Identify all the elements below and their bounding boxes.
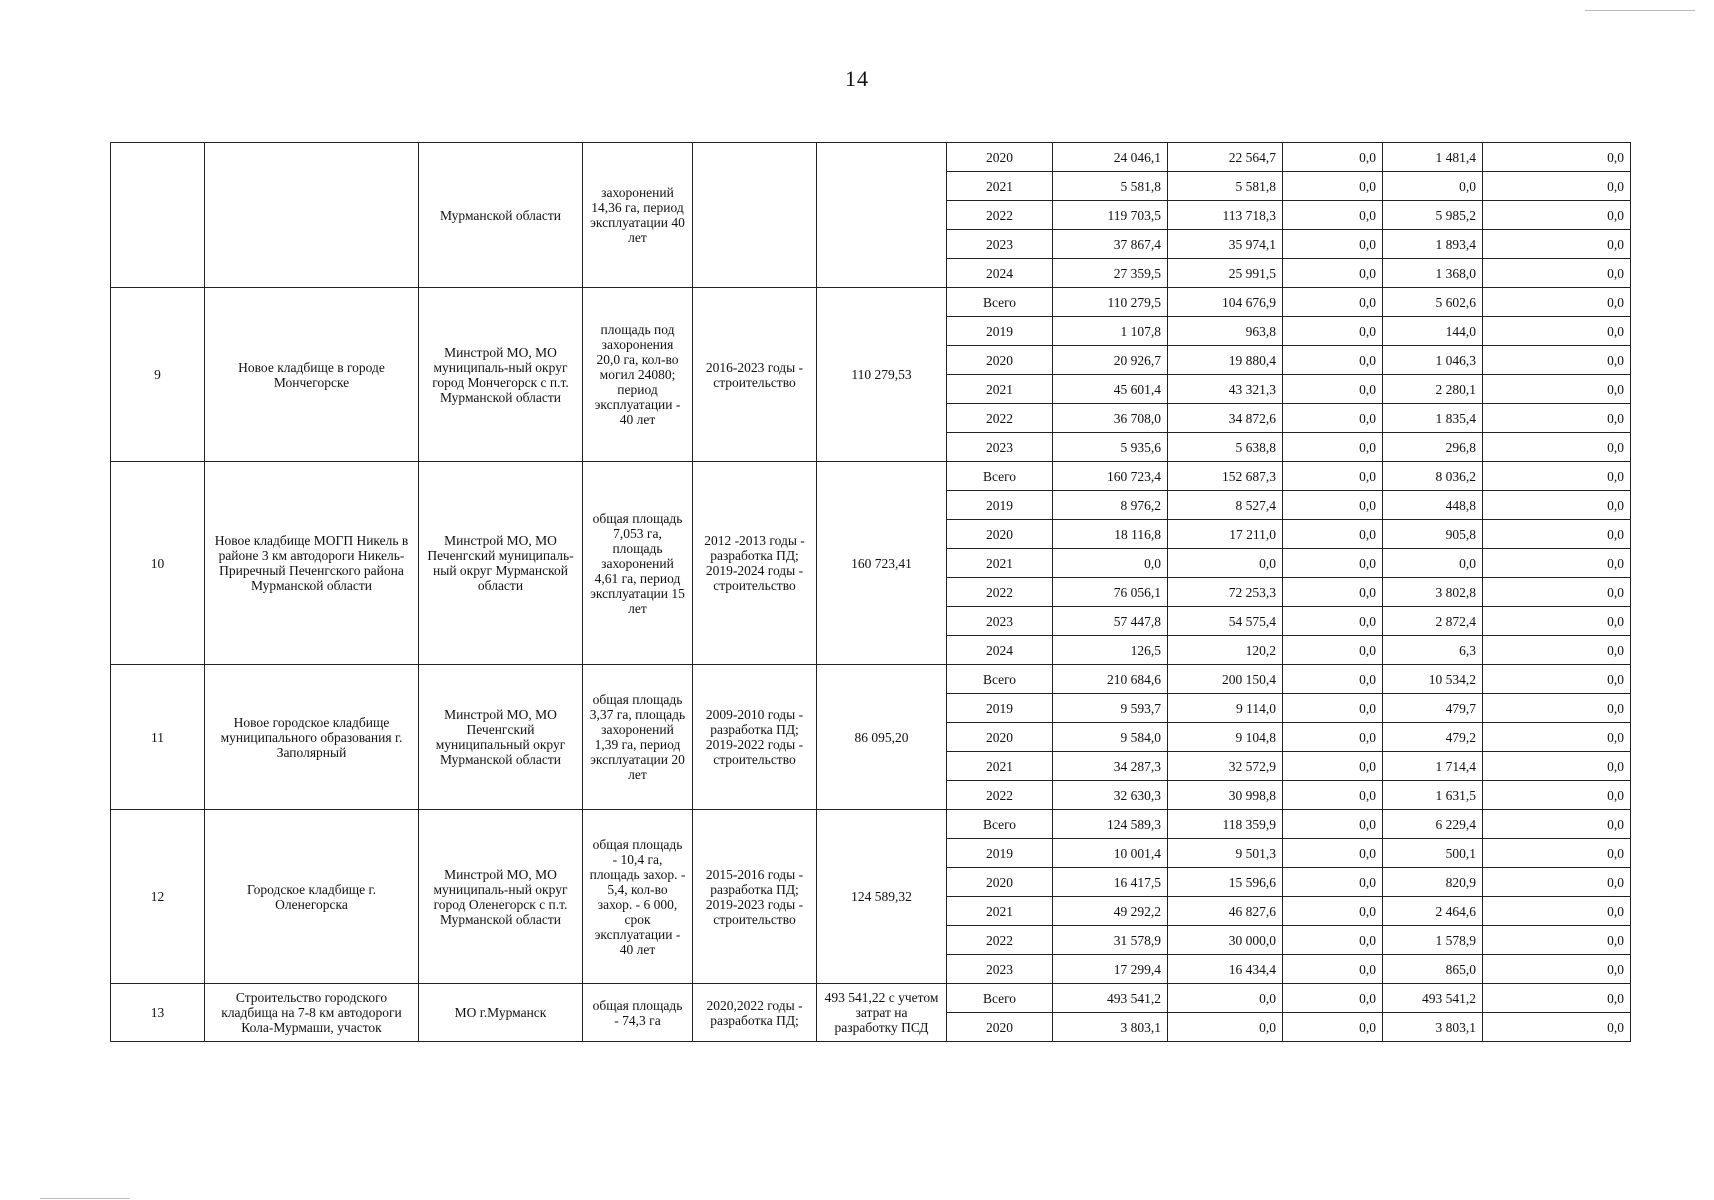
amount-total-cell: 31 578,9 — [1053, 926, 1168, 955]
amount-reg-cell: 0,0 — [1283, 810, 1383, 839]
amount-reg-cell: 0,0 — [1283, 926, 1383, 955]
capacity-cell: общая площадь - 74,3 га — [583, 984, 693, 1042]
amount-fed-cell: 34 872,6 — [1168, 404, 1283, 433]
amount-reg-cell: 0,0 — [1283, 288, 1383, 317]
year-cell: 2020 — [947, 346, 1053, 375]
year-cell: 2024 — [947, 259, 1053, 288]
amount-mun-cell: 820,9 — [1383, 868, 1483, 897]
amount-reg-cell: 0,0 — [1283, 259, 1383, 288]
amount-reg-cell: 0,0 — [1283, 375, 1383, 404]
amount-mun-cell: 1 368,0 — [1383, 259, 1483, 288]
amount-fed-cell: 104 676,9 — [1168, 288, 1283, 317]
amount-mun-cell: 8 036,2 — [1383, 462, 1483, 491]
amount-total-cell: 110 279,5 — [1053, 288, 1168, 317]
year-cell: 2020 — [947, 520, 1053, 549]
amount-fed-cell: 9 114,0 — [1168, 694, 1283, 723]
customer-cell: Минстрой МО, МО муниципаль-ный округ город Мончегорск с п.т. Мурманской области — [419, 288, 583, 462]
amount-other-cell: 0,0 — [1483, 404, 1631, 433]
amount-fed-cell: 72 253,3 — [1168, 578, 1283, 607]
year-cell: 2021 — [947, 375, 1053, 404]
amount-other-cell: 0,0 — [1483, 868, 1631, 897]
amount-reg-cell: 0,0 — [1283, 201, 1383, 230]
amount-fed-cell: 46 827,6 — [1168, 897, 1283, 926]
cost-cell: 110 279,53 — [817, 288, 947, 462]
amount-total-cell: 9 593,7 — [1053, 694, 1168, 723]
amount-other-cell: 0,0 — [1483, 781, 1631, 810]
amount-fed-cell: 8 527,4 — [1168, 491, 1283, 520]
row-number-cell — [111, 143, 205, 288]
amount-total-cell: 18 116,8 — [1053, 520, 1168, 549]
amount-mun-cell: 10 534,2 — [1383, 665, 1483, 694]
amount-mun-cell: 6 229,4 — [1383, 810, 1483, 839]
row-number-cell: 13 — [111, 984, 205, 1042]
capacity-cell: общая площадь 3,37 га, площадь захоронений 1,39 га, период эксплуатации 20 лет — [583, 665, 693, 810]
amount-mun-cell: 6,3 — [1383, 636, 1483, 665]
amount-mun-cell: 1 046,3 — [1383, 346, 1483, 375]
amount-total-cell: 119 703,5 — [1053, 201, 1168, 230]
amount-total-cell: 37 867,4 — [1053, 230, 1168, 259]
table-row — [111, 288, 1631, 317]
amount-fed-cell: 152 687,3 — [1168, 462, 1283, 491]
amount-reg-cell: 0,0 — [1283, 665, 1383, 694]
object-name-cell: Строительство городского кладбища на 7-8 км автодороги Кола-Мурмаши, участок — [205, 984, 419, 1042]
customer-cell: МО г.Мурманск — [419, 984, 583, 1042]
amount-fed-cell: 0,0 — [1168, 549, 1283, 578]
amount-total-cell: 9 584,0 — [1053, 723, 1168, 752]
amount-fed-cell: 30 000,0 — [1168, 926, 1283, 955]
year-cell: 2020 — [947, 723, 1053, 752]
year-cell: 2022 — [947, 781, 1053, 810]
scan-mark-top-right — [1585, 10, 1695, 11]
customer-cell: Минстрой МО, МО Печенгский муниципальный округ Мурманской области — [419, 665, 583, 810]
year-cell: 2023 — [947, 433, 1053, 462]
amount-mun-cell: 3 803,1 — [1383, 1013, 1483, 1042]
capacity-cell: захоронений 14,36 га, период эксплуатации 40 лет — [583, 143, 693, 288]
amount-total-cell: 49 292,2 — [1053, 897, 1168, 926]
amount-other-cell: 0,0 — [1483, 491, 1631, 520]
period-cell: 2016-2023 годы - строительство — [693, 288, 817, 462]
amount-fed-cell: 200 150,4 — [1168, 665, 1283, 694]
amount-fed-cell: 0,0 — [1168, 1013, 1283, 1042]
amount-fed-cell: 32 572,9 — [1168, 752, 1283, 781]
amount-other-cell: 0,0 — [1483, 520, 1631, 549]
amount-mun-cell: 479,2 — [1383, 723, 1483, 752]
period-cell — [693, 143, 817, 288]
amount-other-cell: 0,0 — [1483, 984, 1631, 1013]
amount-mun-cell: 3 802,8 — [1383, 578, 1483, 607]
amount-reg-cell: 0,0 — [1283, 172, 1383, 201]
year-cell: 2021 — [947, 172, 1053, 201]
amount-other-cell: 0,0 — [1483, 230, 1631, 259]
amount-total-cell: 8 976,2 — [1053, 491, 1168, 520]
amount-fed-cell: 120,2 — [1168, 636, 1283, 665]
amount-mun-cell: 1 893,4 — [1383, 230, 1483, 259]
year-cell: 2019 — [947, 694, 1053, 723]
amount-mun-cell: 0,0 — [1383, 549, 1483, 578]
amount-fed-cell: 43 321,3 — [1168, 375, 1283, 404]
amount-reg-cell: 0,0 — [1283, 143, 1383, 172]
object-name-cell: Новое кладбище в городе Мончегорске — [205, 288, 419, 462]
amount-reg-cell: 0,0 — [1283, 462, 1383, 491]
amount-other-cell: 0,0 — [1483, 636, 1631, 665]
amount-total-cell: 5 935,6 — [1053, 433, 1168, 462]
amount-reg-cell: 0,0 — [1283, 607, 1383, 636]
amount-fed-cell: 963,8 — [1168, 317, 1283, 346]
amount-other-cell: 0,0 — [1483, 607, 1631, 636]
amount-fed-cell: 19 880,4 — [1168, 346, 1283, 375]
amount-mun-cell: 144,0 — [1383, 317, 1483, 346]
amount-other-cell: 0,0 — [1483, 143, 1631, 172]
amount-fed-cell: 5 638,8 — [1168, 433, 1283, 462]
amount-other-cell: 0,0 — [1483, 288, 1631, 317]
amount-other-cell: 0,0 — [1483, 346, 1631, 375]
table-row — [111, 810, 1631, 839]
year-cell: 2022 — [947, 201, 1053, 230]
amount-mun-cell: 2 280,1 — [1383, 375, 1483, 404]
amount-other-cell: 0,0 — [1483, 955, 1631, 984]
amount-reg-cell: 0,0 — [1283, 317, 1383, 346]
amount-total-cell: 24 046,1 — [1053, 143, 1168, 172]
amount-total-cell: 3 803,1 — [1053, 1013, 1168, 1042]
period-cell: 2012 -2013 годы - разработка ПД; 2019-2024 годы - строительство — [693, 462, 817, 665]
amount-mun-cell: 5 602,6 — [1383, 288, 1483, 317]
year-cell: 2019 — [947, 491, 1053, 520]
amount-total-cell: 57 447,8 — [1053, 607, 1168, 636]
row-number-cell: 11 — [111, 665, 205, 810]
amount-total-cell: 76 056,1 — [1053, 578, 1168, 607]
amount-mun-cell: 5 985,2 — [1383, 201, 1483, 230]
amount-mun-cell: 296,8 — [1383, 433, 1483, 462]
year-cell: 2023 — [947, 955, 1053, 984]
amount-reg-cell: 0,0 — [1283, 868, 1383, 897]
amount-fed-cell: 9 104,8 — [1168, 723, 1283, 752]
amount-reg-cell: 0,0 — [1283, 549, 1383, 578]
amount-fed-cell: 16 434,4 — [1168, 955, 1283, 984]
customer-cell: Минстрой МО, МО муниципаль-ный округ город Оленегорск с п.т. Мурманской области — [419, 810, 583, 984]
amount-mun-cell: 1 631,5 — [1383, 781, 1483, 810]
row-number-cell: 9 — [111, 288, 205, 462]
year-cell: 2022 — [947, 926, 1053, 955]
row-number-cell: 12 — [111, 810, 205, 984]
amount-other-cell: 0,0 — [1483, 578, 1631, 607]
cost-cell: 160 723,41 — [817, 462, 947, 665]
year-cell: 2020 — [947, 868, 1053, 897]
period-cell: 2015-2016 годы - разработка ПД; 2019-2023 годы - строительство — [693, 810, 817, 984]
amount-total-cell: 36 708,0 — [1053, 404, 1168, 433]
amount-fed-cell: 35 974,1 — [1168, 230, 1283, 259]
table-row — [111, 665, 1631, 694]
cost-cell: 124 589,32 — [817, 810, 947, 984]
year-cell: 2019 — [947, 839, 1053, 868]
amount-fed-cell: 5 581,8 — [1168, 172, 1283, 201]
amount-reg-cell: 0,0 — [1283, 897, 1383, 926]
amount-reg-cell: 0,0 — [1283, 636, 1383, 665]
period-cell: 2020,2022 годы - разработка ПД; — [693, 984, 817, 1042]
amount-total-cell: 17 299,4 — [1053, 955, 1168, 984]
capacity-cell: площадь под захоронения 20,0 га, кол-во могил 24080; период эксплуатации - 40 лет — [583, 288, 693, 462]
row-number-cell: 10 — [111, 462, 205, 665]
amount-reg-cell: 0,0 — [1283, 839, 1383, 868]
amount-reg-cell: 0,0 — [1283, 520, 1383, 549]
amount-fed-cell: 54 575,4 — [1168, 607, 1283, 636]
customer-cell: Минстрой МО, МО Печенгский муниципаль-ный округ Мурманской области — [419, 462, 583, 665]
customer-cell: Мурманской области — [419, 143, 583, 288]
year-cell: Всего — [947, 810, 1053, 839]
amount-total-cell: 45 601,4 — [1053, 375, 1168, 404]
amount-reg-cell: 0,0 — [1283, 723, 1383, 752]
amount-total-cell: 34 287,3 — [1053, 752, 1168, 781]
cost-cell: 493 541,22 с учетом затрат на разработку ПСД — [817, 984, 947, 1042]
page-number: 14 — [845, 66, 869, 91]
amount-total-cell: 1 107,8 — [1053, 317, 1168, 346]
amount-mun-cell: 0,0 — [1383, 172, 1483, 201]
year-cell: Всего — [947, 462, 1053, 491]
amount-reg-cell: 0,0 — [1283, 694, 1383, 723]
data-table — [110, 142, 1631, 1042]
amount-fed-cell: 17 211,0 — [1168, 520, 1283, 549]
amount-mun-cell: 500,1 — [1383, 839, 1483, 868]
amount-reg-cell: 0,0 — [1283, 984, 1383, 1013]
period-cell: 2009-2010 годы - разработка ПД; 2019-2022 годы - строительство — [693, 665, 817, 810]
amount-reg-cell: 0,0 — [1283, 491, 1383, 520]
table-row — [111, 143, 1631, 172]
amount-reg-cell: 0,0 — [1283, 404, 1383, 433]
amount-other-cell: 0,0 — [1483, 201, 1631, 230]
year-cell: 2024 — [947, 636, 1053, 665]
year-cell: 2020 — [947, 1013, 1053, 1042]
amount-fed-cell: 9 501,3 — [1168, 839, 1283, 868]
object-name-cell: Новое кладбище МОГП Никель в районе 3 км автодороги Никель-Приречный Печенгского района Мурманской области — [205, 462, 419, 665]
amount-mun-cell: 865,0 — [1383, 955, 1483, 984]
object-name-cell: Городское кладбище г. Оленегорска — [205, 810, 419, 984]
capacity-cell: общая площадь 7,053 га, площадь захоронений 4,61 га, период эксплуатации 15 лет — [583, 462, 693, 665]
amount-other-cell: 0,0 — [1483, 723, 1631, 752]
amount-reg-cell: 0,0 — [1283, 781, 1383, 810]
amount-fed-cell: 30 998,8 — [1168, 781, 1283, 810]
year-cell: 2021 — [947, 897, 1053, 926]
year-cell: 2021 — [947, 752, 1053, 781]
amount-total-cell: 20 926,7 — [1053, 346, 1168, 375]
amount-other-cell: 0,0 — [1483, 694, 1631, 723]
amount-total-cell: 160 723,4 — [1053, 462, 1168, 491]
amount-total-cell: 27 359,5 — [1053, 259, 1168, 288]
amount-mun-cell: 1 578,9 — [1383, 926, 1483, 955]
amount-reg-cell: 0,0 — [1283, 752, 1383, 781]
amount-total-cell: 32 630,3 — [1053, 781, 1168, 810]
year-cell: 2023 — [947, 607, 1053, 636]
amount-mun-cell: 448,8 — [1383, 491, 1483, 520]
table-row — [111, 462, 1631, 491]
amount-total-cell: 5 581,8 — [1053, 172, 1168, 201]
amount-other-cell: 0,0 — [1483, 665, 1631, 694]
amount-reg-cell: 0,0 — [1283, 578, 1383, 607]
object-name-cell — [205, 143, 419, 288]
year-cell: Всего — [947, 984, 1053, 1013]
cost-cell: 86 095,20 — [817, 665, 947, 810]
amount-total-cell: 493 541,2 — [1053, 984, 1168, 1013]
year-cell: 2020 — [947, 143, 1053, 172]
year-cell: 2019 — [947, 317, 1053, 346]
cost-cell — [817, 143, 947, 288]
amount-fed-cell: 25 991,5 — [1168, 259, 1283, 288]
year-cell: 2022 — [947, 578, 1053, 607]
amount-fed-cell: 15 596,6 — [1168, 868, 1283, 897]
amount-fed-cell: 113 718,3 — [1168, 201, 1283, 230]
amount-mun-cell: 905,8 — [1383, 520, 1483, 549]
capacity-cell: общая площадь - 10,4 га, площадь захор. - 5,4, кол-во захор. - 6 000, срок эксплуатации - 40 лет — [583, 810, 693, 984]
amount-other-cell: 0,0 — [1483, 926, 1631, 955]
amount-total-cell: 0,0 — [1053, 549, 1168, 578]
amount-other-cell: 0,0 — [1483, 810, 1631, 839]
amount-total-cell: 126,5 — [1053, 636, 1168, 665]
year-cell: 2021 — [947, 549, 1053, 578]
amount-mun-cell: 1 714,4 — [1383, 752, 1483, 781]
amount-other-cell: 0,0 — [1483, 433, 1631, 462]
amount-mun-cell: 493 541,2 — [1383, 984, 1483, 1013]
amount-reg-cell: 0,0 — [1283, 955, 1383, 984]
amount-reg-cell: 0,0 — [1283, 230, 1383, 259]
amount-other-cell: 0,0 — [1483, 752, 1631, 781]
amount-fed-cell: 118 359,9 — [1168, 810, 1283, 839]
year-cell: 2023 — [947, 230, 1053, 259]
amount-other-cell: 0,0 — [1483, 259, 1631, 288]
amount-other-cell: 0,0 — [1483, 375, 1631, 404]
table-body — [111, 143, 1631, 1042]
amount-mun-cell: 1 481,4 — [1383, 143, 1483, 172]
amount-total-cell: 210 684,6 — [1053, 665, 1168, 694]
amount-other-cell: 0,0 — [1483, 462, 1631, 491]
amount-mun-cell: 1 835,4 — [1383, 404, 1483, 433]
amount-total-cell: 16 417,5 — [1053, 868, 1168, 897]
amount-other-cell: 0,0 — [1483, 897, 1631, 926]
amount-total-cell: 124 589,3 — [1053, 810, 1168, 839]
year-cell: Всего — [947, 288, 1053, 317]
amount-mun-cell: 2 872,4 — [1383, 607, 1483, 636]
amount-reg-cell: 0,0 — [1283, 346, 1383, 375]
year-cell: 2022 — [947, 404, 1053, 433]
amount-other-cell: 0,0 — [1483, 1013, 1631, 1042]
amount-reg-cell: 0,0 — [1283, 433, 1383, 462]
scan-mark-bottom-left — [40, 1198, 130, 1199]
amount-mun-cell: 479,7 — [1383, 694, 1483, 723]
amount-other-cell: 0,0 — [1483, 172, 1631, 201]
amount-fed-cell: 0,0 — [1168, 984, 1283, 1013]
amount-fed-cell: 22 564,7 — [1168, 143, 1283, 172]
amount-mun-cell: 2 464,6 — [1383, 897, 1483, 926]
amount-total-cell: 10 001,4 — [1053, 839, 1168, 868]
table-row — [111, 984, 1631, 1013]
amount-reg-cell: 0,0 — [1283, 1013, 1383, 1042]
amount-other-cell: 0,0 — [1483, 839, 1631, 868]
object-name-cell: Новое городское кладбище муниципального образования г. Заполярный — [205, 665, 419, 810]
amount-other-cell: 0,0 — [1483, 549, 1631, 578]
amount-other-cell: 0,0 — [1483, 317, 1631, 346]
year-cell: Всего — [947, 665, 1053, 694]
